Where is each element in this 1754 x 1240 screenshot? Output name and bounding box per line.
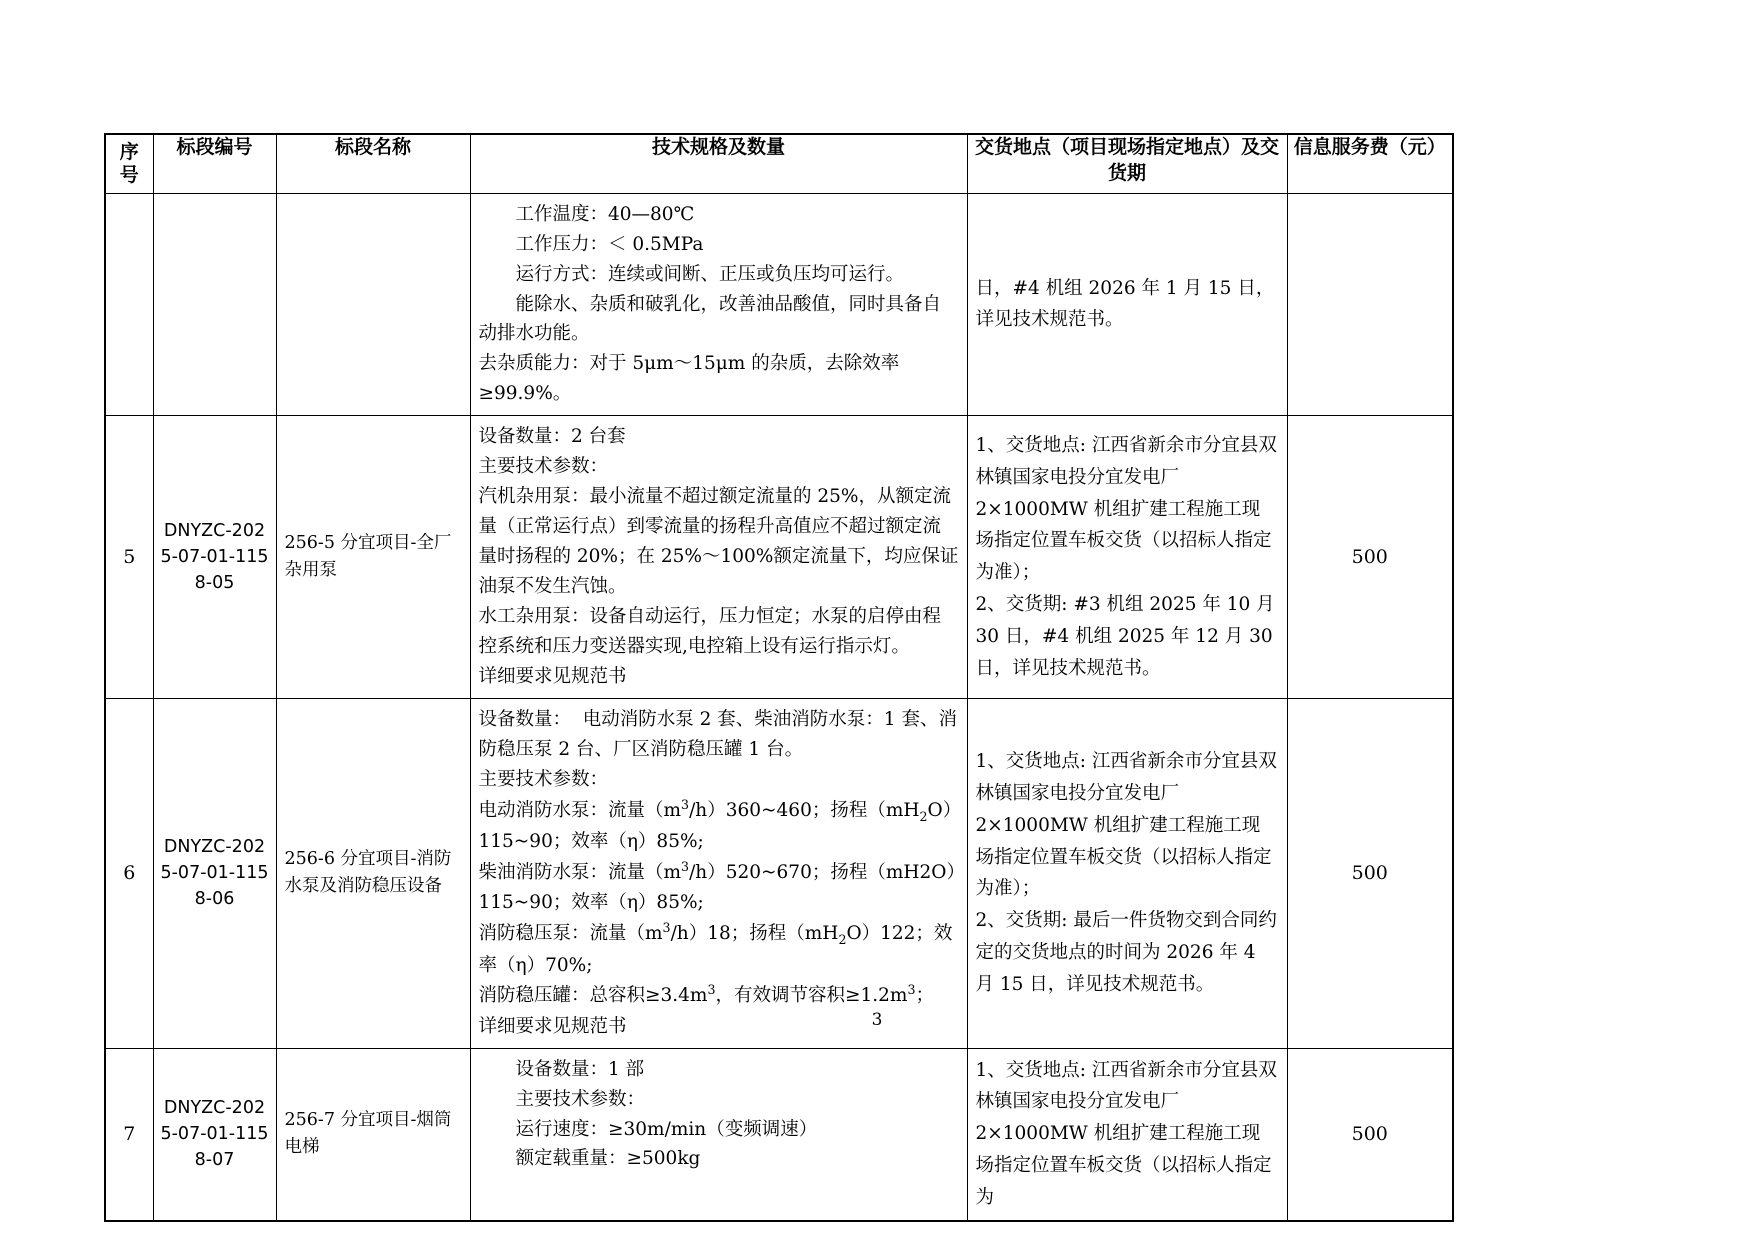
spec-lines bbox=[479, 705, 959, 1041]
cell-seq: 6 bbox=[105, 699, 153, 1048]
spec-lines bbox=[479, 200, 959, 410]
table-row bbox=[105, 416, 1453, 699]
spec-line: 汽机杂用泵：最小流量不超过额定流量的 25%，从额定流量（正常运行点）到零流量的扬程升高值应不超过额定流量时扬程的 20%；在 25%～100%额定流量下，均应保证油泵不发生汽蚀。 bbox=[478, 486, 959, 598]
cell-delivery bbox=[967, 193, 1287, 416]
spec-line: 电动消防水泵：流量$(m^3/h)360\sim 460$；扬程$(mH_2O)115\sim 90$；效率（η）85%; bbox=[478, 797, 952, 853]
cell-spec bbox=[470, 416, 967, 699]
delivery-lines bbox=[976, 273, 1279, 337]
delivery-lines bbox=[976, 746, 1279, 1001]
table-row bbox=[105, 1048, 1453, 1221]
spec-line: 能除水、杂质和破乳化，改善油品酸值，同时具备自动排水功能。 bbox=[478, 293, 942, 345]
page-number: 3 bbox=[871, 1010, 883, 1030]
table-body bbox=[105, 193, 1453, 1221]
cell-lot-code: DNYZC-2025-07-01-1158-07 bbox=[153, 1048, 276, 1221]
cell-lot-code: DNYZC-2025-07-01-1158-05 bbox=[153, 416, 276, 699]
spec-line: 主要技术参数： bbox=[478, 456, 609, 478]
cell-lot-name: 256-5 分宜项目-全厂杂用泵 bbox=[276, 416, 470, 699]
spec-line: 设备数量：2 台套 bbox=[478, 426, 626, 448]
spec-line: 消防稳压泵：流量$(m^3/h)18$；扬程$(mH_2O)122$；效率（η）70%; bbox=[478, 920, 953, 976]
column-header-name: 标段名称 bbox=[276, 134, 470, 193]
spec-line: 去杂质能力：对于 5μm～15μm 的杂质，去除效率≥99.9%。 bbox=[478, 353, 900, 405]
spec-lines bbox=[479, 1055, 959, 1175]
spec-line: 详细要求见规范书 bbox=[478, 666, 627, 688]
cell-delivery bbox=[967, 1048, 1287, 1221]
cell-fee bbox=[1287, 193, 1453, 416]
delivery-line: 2、交货期: 最后一件货物交到合同约定的交货地点的时间为 2026 年 4 月 15 日，详见技术规范书。 bbox=[975, 910, 1277, 995]
cell-fee: 500 bbox=[1287, 416, 1453, 699]
spec-line: 运行速度：≥30m/min（变频调速） bbox=[478, 1118, 818, 1140]
cell-seq bbox=[105, 193, 153, 416]
cell-lot-name: 256-7 分宜项目-烟筒电梯 bbox=[276, 1048, 470, 1221]
cell-lot-name: 256-6 分宜项目-消防水泵及消防稳压设备 bbox=[276, 699, 470, 1048]
spec-line: 运行方式：连续或间断、正压或负压均可运行。 bbox=[478, 263, 905, 285]
spec-line: 工作温度：40—80℃ bbox=[478, 203, 695, 225]
delivery-lines bbox=[976, 430, 1279, 685]
delivery-lines bbox=[976, 1055, 1279, 1214]
column-header-delivery: 交货地点（项目现场指定地点）及交货期 bbox=[967, 134, 1287, 193]
cell-lot-code: DNYZC-2025-07-01-1158-06 bbox=[153, 699, 276, 1048]
spec-line: 水工杂用泵：设备自动运行，压力恒定；水泵的启停由程控系统和压力变送器实现,电控箱上设有运行指示灯。 bbox=[478, 606, 942, 658]
cell-spec bbox=[470, 193, 967, 416]
delivery-line: 1、交货地点: 江西省新余市分宜县双林镇国家电投分宜发电厂 2×1000MW 机组扩建工程施工现场指定位置车板交货（以招标人指定为准）； bbox=[975, 434, 1277, 584]
column-header-seq: 序 号 bbox=[105, 134, 153, 193]
table-header-row bbox=[105, 134, 1453, 193]
cell-delivery bbox=[967, 699, 1287, 1048]
spec-line: 工作压力：＜ 0.5MPa bbox=[478, 233, 704, 255]
bid-section-table bbox=[104, 133, 1454, 1222]
cell-lot-code bbox=[153, 193, 276, 416]
spec-line: 额定载重量：≥500kg bbox=[478, 1148, 701, 1170]
cell-delivery bbox=[967, 416, 1287, 699]
spec-line: 消防稳压罐：总容积$\ge 3.4m^3$，有效调节容积$\ge 1.2m^3$； bbox=[478, 982, 934, 1007]
cell-seq: 7 bbox=[105, 1048, 153, 1221]
cell-spec bbox=[470, 699, 967, 1048]
delivery-line: 2、交货期: #3 机组 2025 年 10 月 30 日，#4 机组 2025 年 12 月 30 日，详见技术规范书。 bbox=[975, 594, 1281, 679]
spec-line: 详细要求见规范书 bbox=[478, 1015, 627, 1037]
cell-fee: 500 bbox=[1287, 699, 1453, 1048]
cell-spec bbox=[470, 1048, 967, 1221]
table-header bbox=[105, 134, 1453, 193]
cell-seq: 5 bbox=[105, 416, 153, 699]
table-row bbox=[105, 193, 1453, 416]
spec-lines bbox=[479, 422, 959, 692]
spec-line: 设备数量：1 部 bbox=[478, 1058, 645, 1080]
spec-line: 设备数量： 电动消防水泵 2 套、柴油消防水泵：1 套、消防稳压泵 2 台、厂区消防稳压罐 1 台。 bbox=[478, 709, 957, 761]
delivery-line: 1、交货地点: 江西省新余市分宜县双林镇国家电投分宜发电厂 2×1000MW 机组扩建工程施工现场指定位置车板交货（以招标人指定为 bbox=[975, 1059, 1277, 1208]
spec-line: 主要技术参数： bbox=[478, 1088, 646, 1110]
spec-line: 柴油消防水泵：流量$(m^3/h)520\sim 670$；扬程（mH2O）115~90；效率（η）85%; bbox=[478, 859, 956, 914]
delivery-line: 日，#4 机组 2026 年 1 月 15 日，详见技术规范书。 bbox=[975, 277, 1275, 331]
column-header-code: 标段编号 bbox=[153, 134, 276, 193]
column-header-fee: 信息服务费（元） bbox=[1287, 134, 1453, 193]
spec-line: 主要技术参数： bbox=[478, 769, 609, 791]
table-row bbox=[105, 699, 1453, 1048]
delivery-line: 1、交货地点: 江西省新余市分宜县双林镇国家电投分宜发电厂 2×1000MW 机组扩建工程施工现场指定位置车板交货（以招标人指定为准）； bbox=[975, 751, 1277, 900]
column-header-spec: 技术规格及数量 bbox=[470, 134, 967, 193]
cell-fee: 500 bbox=[1287, 1048, 1453, 1221]
cell-lot-name bbox=[276, 193, 470, 416]
